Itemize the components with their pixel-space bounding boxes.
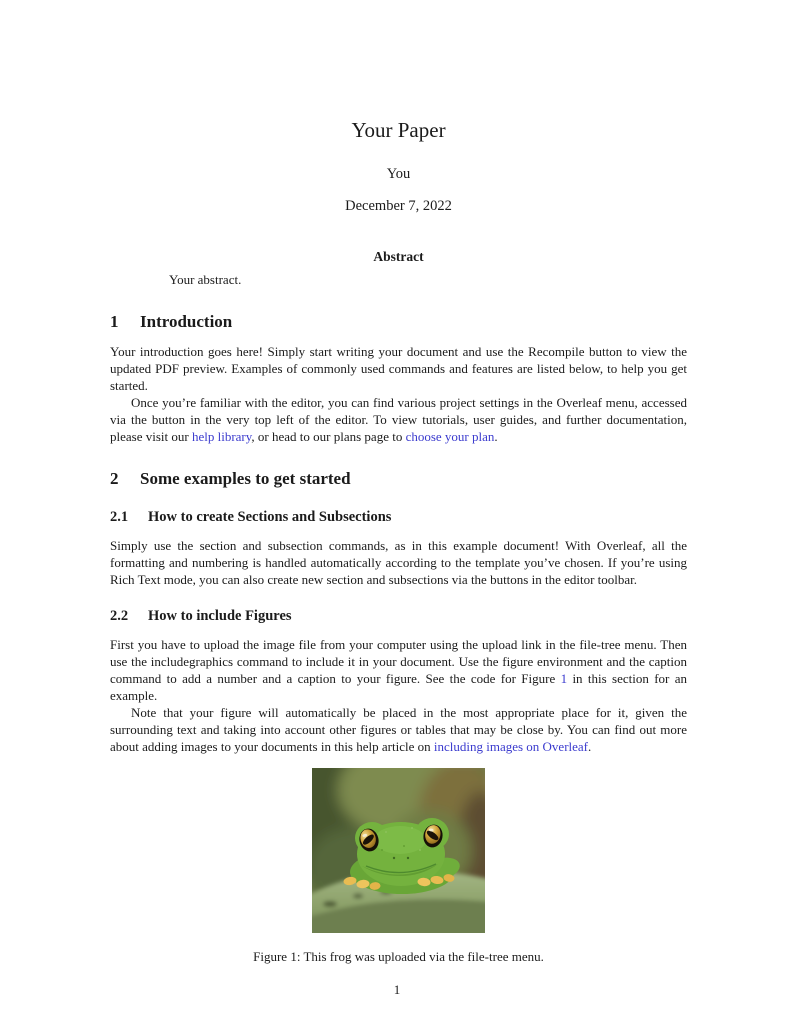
- subsection-heading-figures: [110, 607, 687, 625]
- frog-image: [312, 768, 485, 933]
- paragraph-text: in this section for an example.: [110, 671, 687, 703]
- paragraph-text: .: [588, 739, 592, 754]
- figures-paragraph-2: [110, 704, 687, 755]
- paper-date: December 7, 2022: [345, 198, 452, 214]
- intro-paragraph-1: Your introduction goes here! Simply start writing your document and use the Recompile button to view the updated PDF preview. Examples of commonly used commands and features are listed below, to help you get started.: [110, 344, 687, 393]
- paper-author: You: [386, 166, 411, 182]
- figure-block: [110, 768, 687, 965]
- paragraph-text: , or head to our plans page to: [251, 429, 406, 444]
- section-title: Some examples to get started: [140, 469, 351, 488]
- subsection-title: How to include Figures: [148, 608, 292, 624]
- subsection-heading-sections: [110, 508, 687, 526]
- section-heading-introduction: [110, 311, 687, 332]
- section-number: 2: [110, 469, 119, 488]
- page-number: 1: [393, 982, 401, 997]
- section-number: 1: [110, 312, 119, 331]
- subsection-number: 2.2: [110, 608, 129, 624]
- paragraph-text: Note that your figure will automatically be placed in the most appropriate place for it, given the surrounding text and taking into account other figures or tables that may be close by. You can find out more about adding images to your documents in this help article on: [110, 705, 687, 754]
- page-content: [110, 0, 687, 965]
- abstract-heading: Abstract: [373, 249, 424, 264]
- paragraph-text: First you have to upload the image file from your computer using the upload link in the file-tree menu. Then use the includegraphics command to include it in your document. Use the figure environment and the caption command to add a number and a caption to your figure. See the code for Figure: [110, 637, 687, 686]
- section-heading-examples: [110, 468, 687, 489]
- figure-1-reference-link[interactable]: 1: [560, 671, 568, 686]
- figures-paragraph-1: [110, 636, 687, 704]
- abstract-text: Your abstract.: [169, 272, 242, 287]
- including-images-link[interactable]: including images on Overleaf: [433, 739, 589, 754]
- section-title: Introduction: [140, 312, 233, 331]
- title-block: [110, 0, 687, 215]
- paper-title: Your Paper: [351, 118, 446, 142]
- paragraph-text: .: [494, 429, 498, 444]
- subsection-number: 2.1: [110, 509, 129, 525]
- subsection-title: How to create Sections and Subsections: [148, 509, 392, 525]
- help-library-link[interactable]: help library: [191, 429, 252, 444]
- intro-paragraph-2: [110, 394, 687, 445]
- choose-your-plan-link[interactable]: choose your plan: [405, 429, 495, 444]
- figure-caption: Figure 1: This frog was uploaded via the file-tree menu.: [253, 949, 544, 964]
- paragraph-text: Once you’re familiar with the editor, you can find various project settings in the Overleaf menu, accessed via the button in the very top left of the editor. To view tutorials, user guides, and further documentation, please visit our: [110, 395, 687, 444]
- subsection-1-paragraph: Simply use the section and subsection commands, as in this example document! With Overleaf, all the formatting and numbering is handled automatically according to the template you’ve chosen. If you’re using Rich Text mode, you can also create new section and subsections via the buttons in the editor toolbar.: [110, 538, 687, 587]
